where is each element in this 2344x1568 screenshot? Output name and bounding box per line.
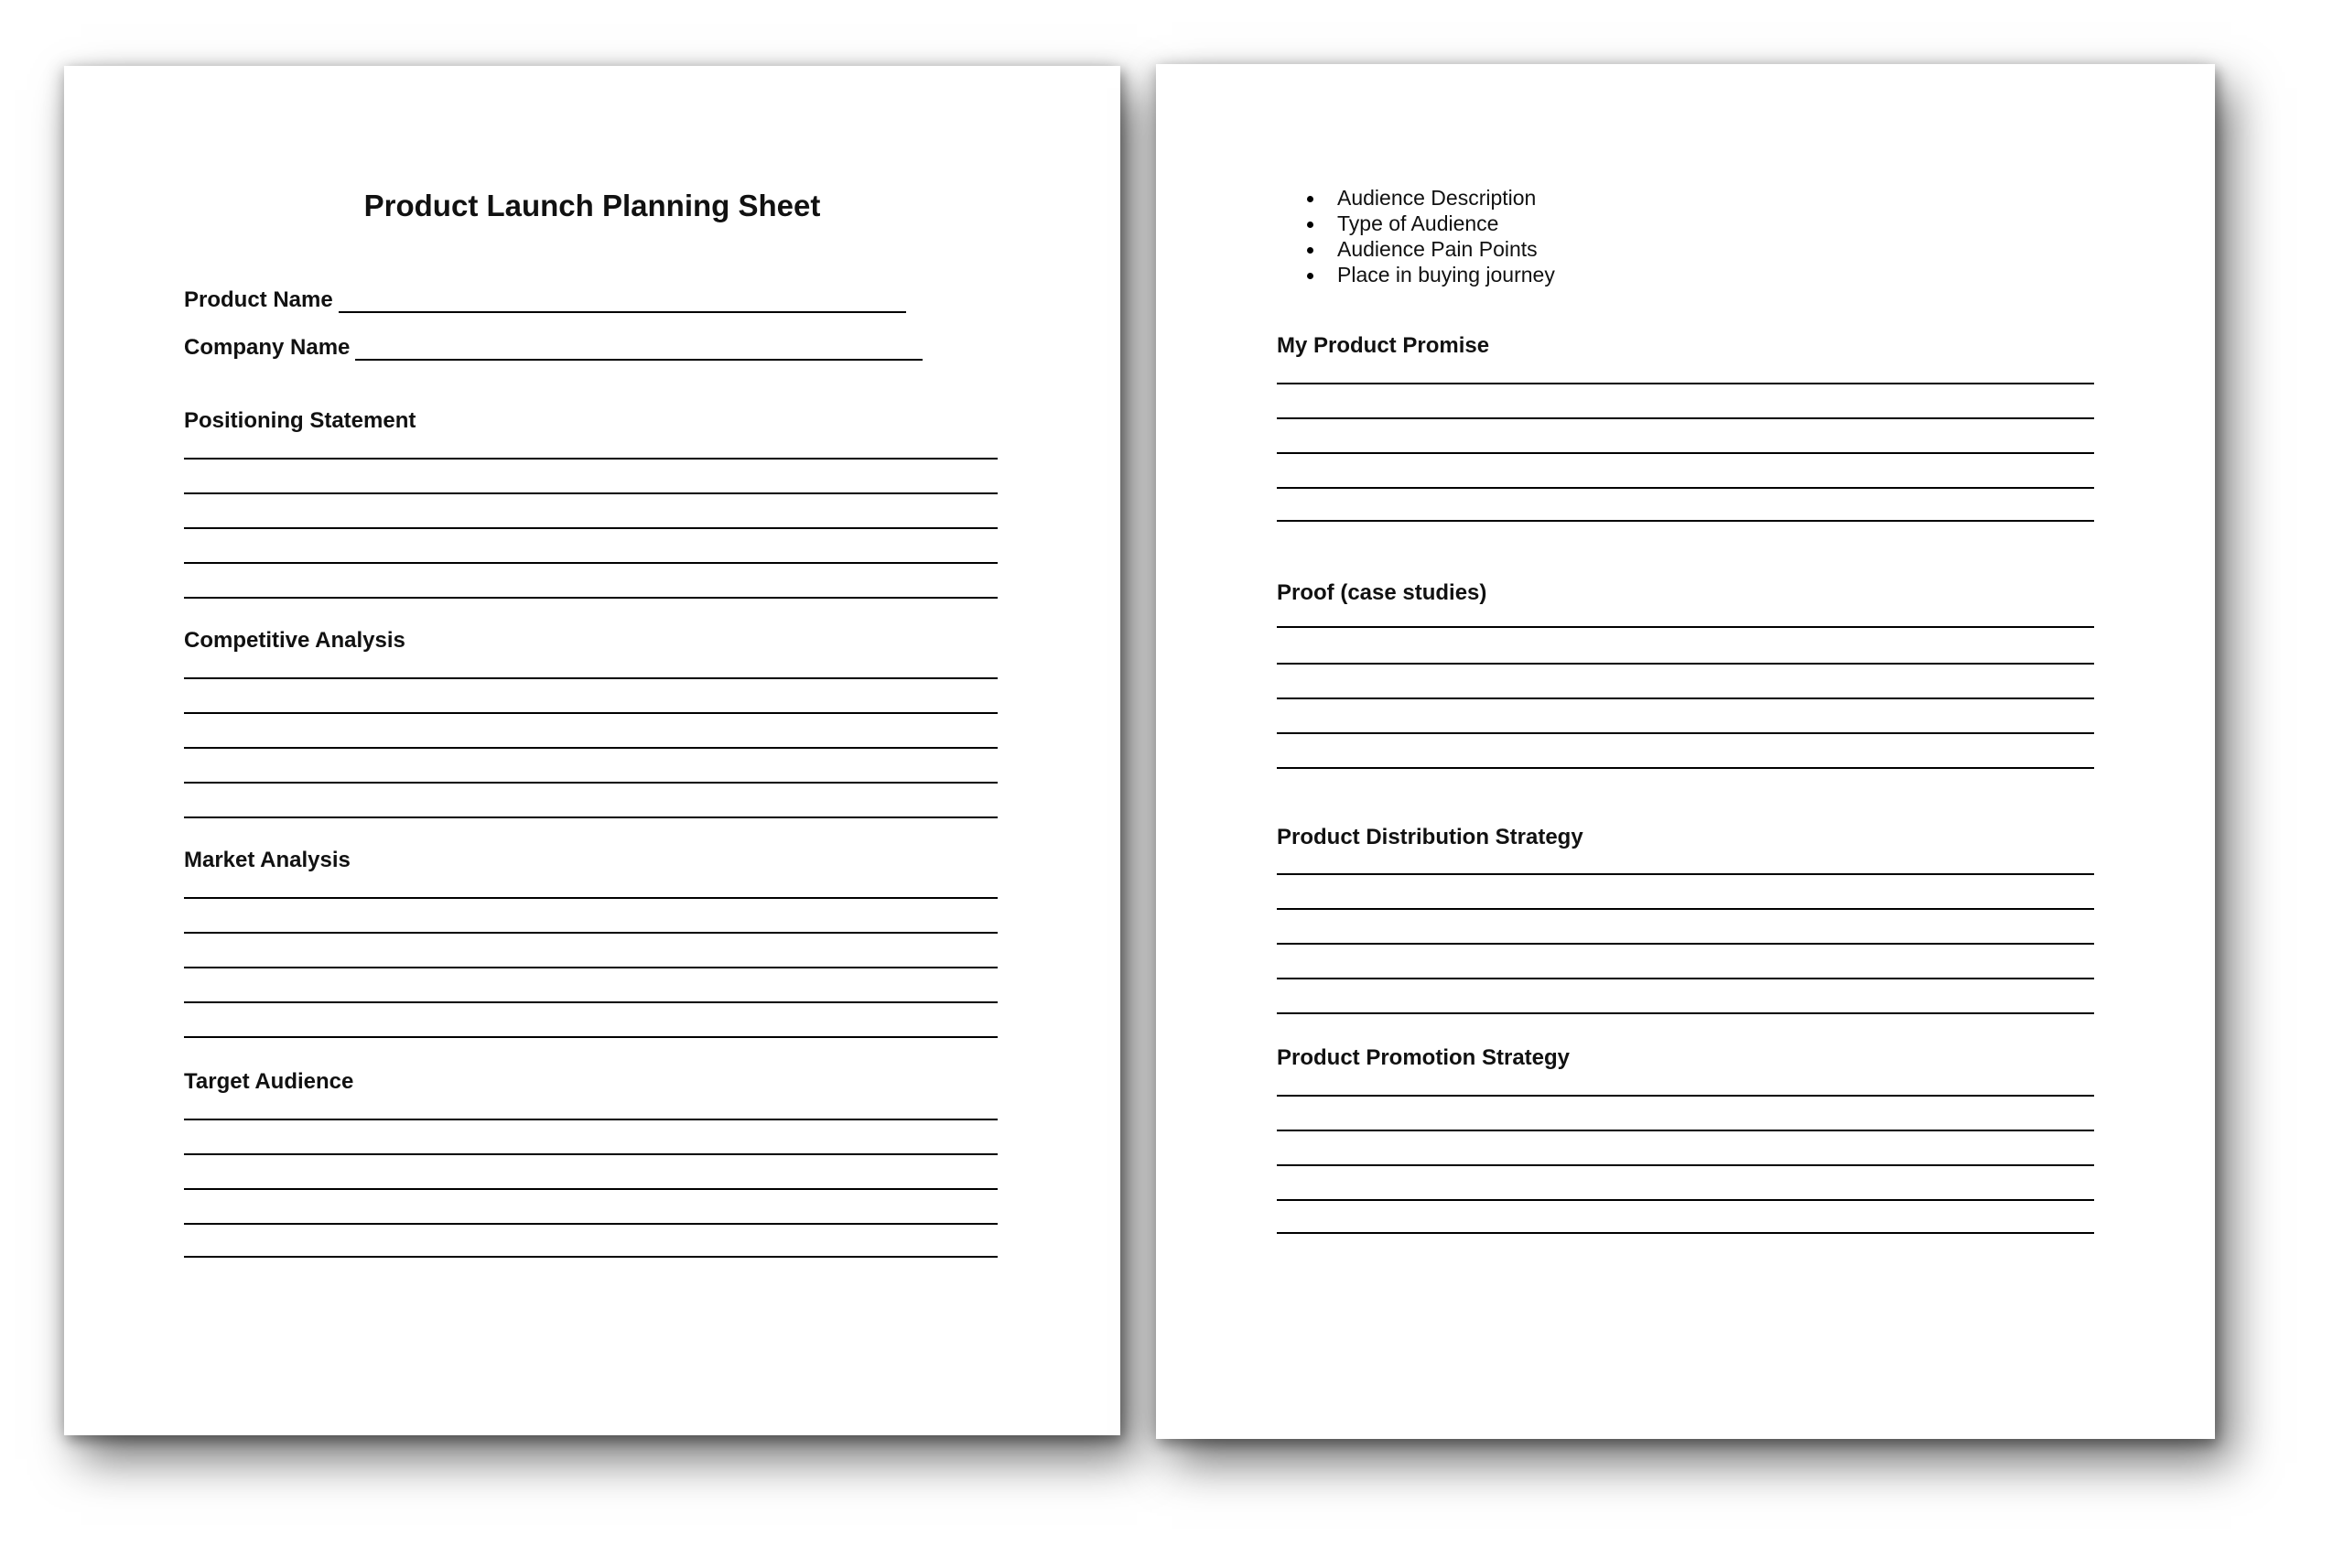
writing-line[interactable] (184, 527, 998, 529)
writing-line[interactable] (184, 932, 998, 934)
company-name-blank[interactable] (355, 335, 923, 361)
section-heading-proof: Proof (case studies) (1277, 580, 1487, 605)
section-heading-product-promise: My Product Promise (1277, 333, 1490, 358)
product-name-label: Product Name (184, 287, 333, 312)
bullet-item: Audience Description (1304, 185, 1555, 211)
writing-line[interactable] (184, 1036, 998, 1038)
writing-line[interactable] (1277, 520, 2094, 522)
writing-line[interactable] (1277, 1232, 2094, 1234)
writing-line[interactable] (1277, 1199, 2094, 1201)
writing-line[interactable] (184, 677, 998, 679)
product-name-blank[interactable] (339, 287, 906, 313)
audience-bullet-list (1304, 185, 1555, 287)
writing-line[interactable] (184, 1001, 998, 1003)
writing-line[interactable] (184, 897, 998, 899)
writing-line[interactable] (1277, 1012, 2094, 1014)
writing-line[interactable] (1277, 487, 2094, 489)
writing-line[interactable] (184, 492, 998, 494)
writing-line[interactable] (1277, 626, 2094, 628)
writing-line[interactable] (1277, 663, 2094, 665)
writing-line[interactable] (184, 1188, 998, 1190)
writing-line[interactable] (1277, 417, 2094, 419)
section-heading-market-analysis: Market Analysis (184, 848, 351, 872)
writing-line[interactable] (184, 458, 998, 460)
writing-line[interactable] (184, 1256, 998, 1258)
writing-line[interactable] (1277, 908, 2094, 910)
document-page-1 (64, 66, 1120, 1435)
writing-line[interactable] (1277, 978, 2094, 979)
writing-line[interactable] (184, 967, 998, 968)
section-heading-positioning-statement: Positioning Statement (184, 408, 416, 433)
writing-line[interactable] (184, 562, 998, 564)
writing-line[interactable] (184, 1153, 998, 1155)
writing-line[interactable] (1277, 1130, 2094, 1131)
section-heading-competitive-analysis: Competitive Analysis (184, 628, 405, 653)
writing-line[interactable] (184, 597, 998, 599)
bullet-item: Place in buying journey (1304, 262, 1555, 287)
company-name-label: Company Name (184, 335, 351, 360)
writing-line[interactable] (1277, 873, 2094, 875)
page-title: Product Launch Planning Sheet (363, 189, 821, 222)
section-heading-target-audience: Target Audience (184, 1069, 354, 1094)
product-name-field[interactable] (184, 287, 906, 313)
bullet-item: Type of Audience (1304, 211, 1555, 236)
writing-line[interactable] (184, 782, 998, 784)
writing-line[interactable] (184, 1223, 998, 1225)
writing-line[interactable] (1277, 943, 2094, 945)
writing-line[interactable] (1277, 767, 2094, 769)
document-page-2 (1156, 64, 2215, 1439)
company-name-field[interactable] (184, 335, 923, 361)
writing-line[interactable] (184, 816, 998, 818)
writing-line[interactable] (1277, 383, 2094, 384)
writing-line[interactable] (1277, 697, 2094, 699)
writing-line[interactable] (1277, 1095, 2094, 1097)
section-heading-distribution-strategy: Product Distribution Strategy (1277, 825, 1583, 849)
writing-line[interactable] (1277, 1164, 2094, 1166)
section-heading-promotion-strategy: Product Promotion Strategy (1277, 1045, 1571, 1070)
writing-line[interactable] (184, 1119, 998, 1120)
writing-line[interactable] (1277, 452, 2094, 454)
writing-line[interactable] (1277, 732, 2094, 734)
bullet-item: Audience Pain Points (1304, 236, 1555, 262)
writing-line[interactable] (184, 712, 998, 714)
writing-line[interactable] (184, 747, 998, 749)
